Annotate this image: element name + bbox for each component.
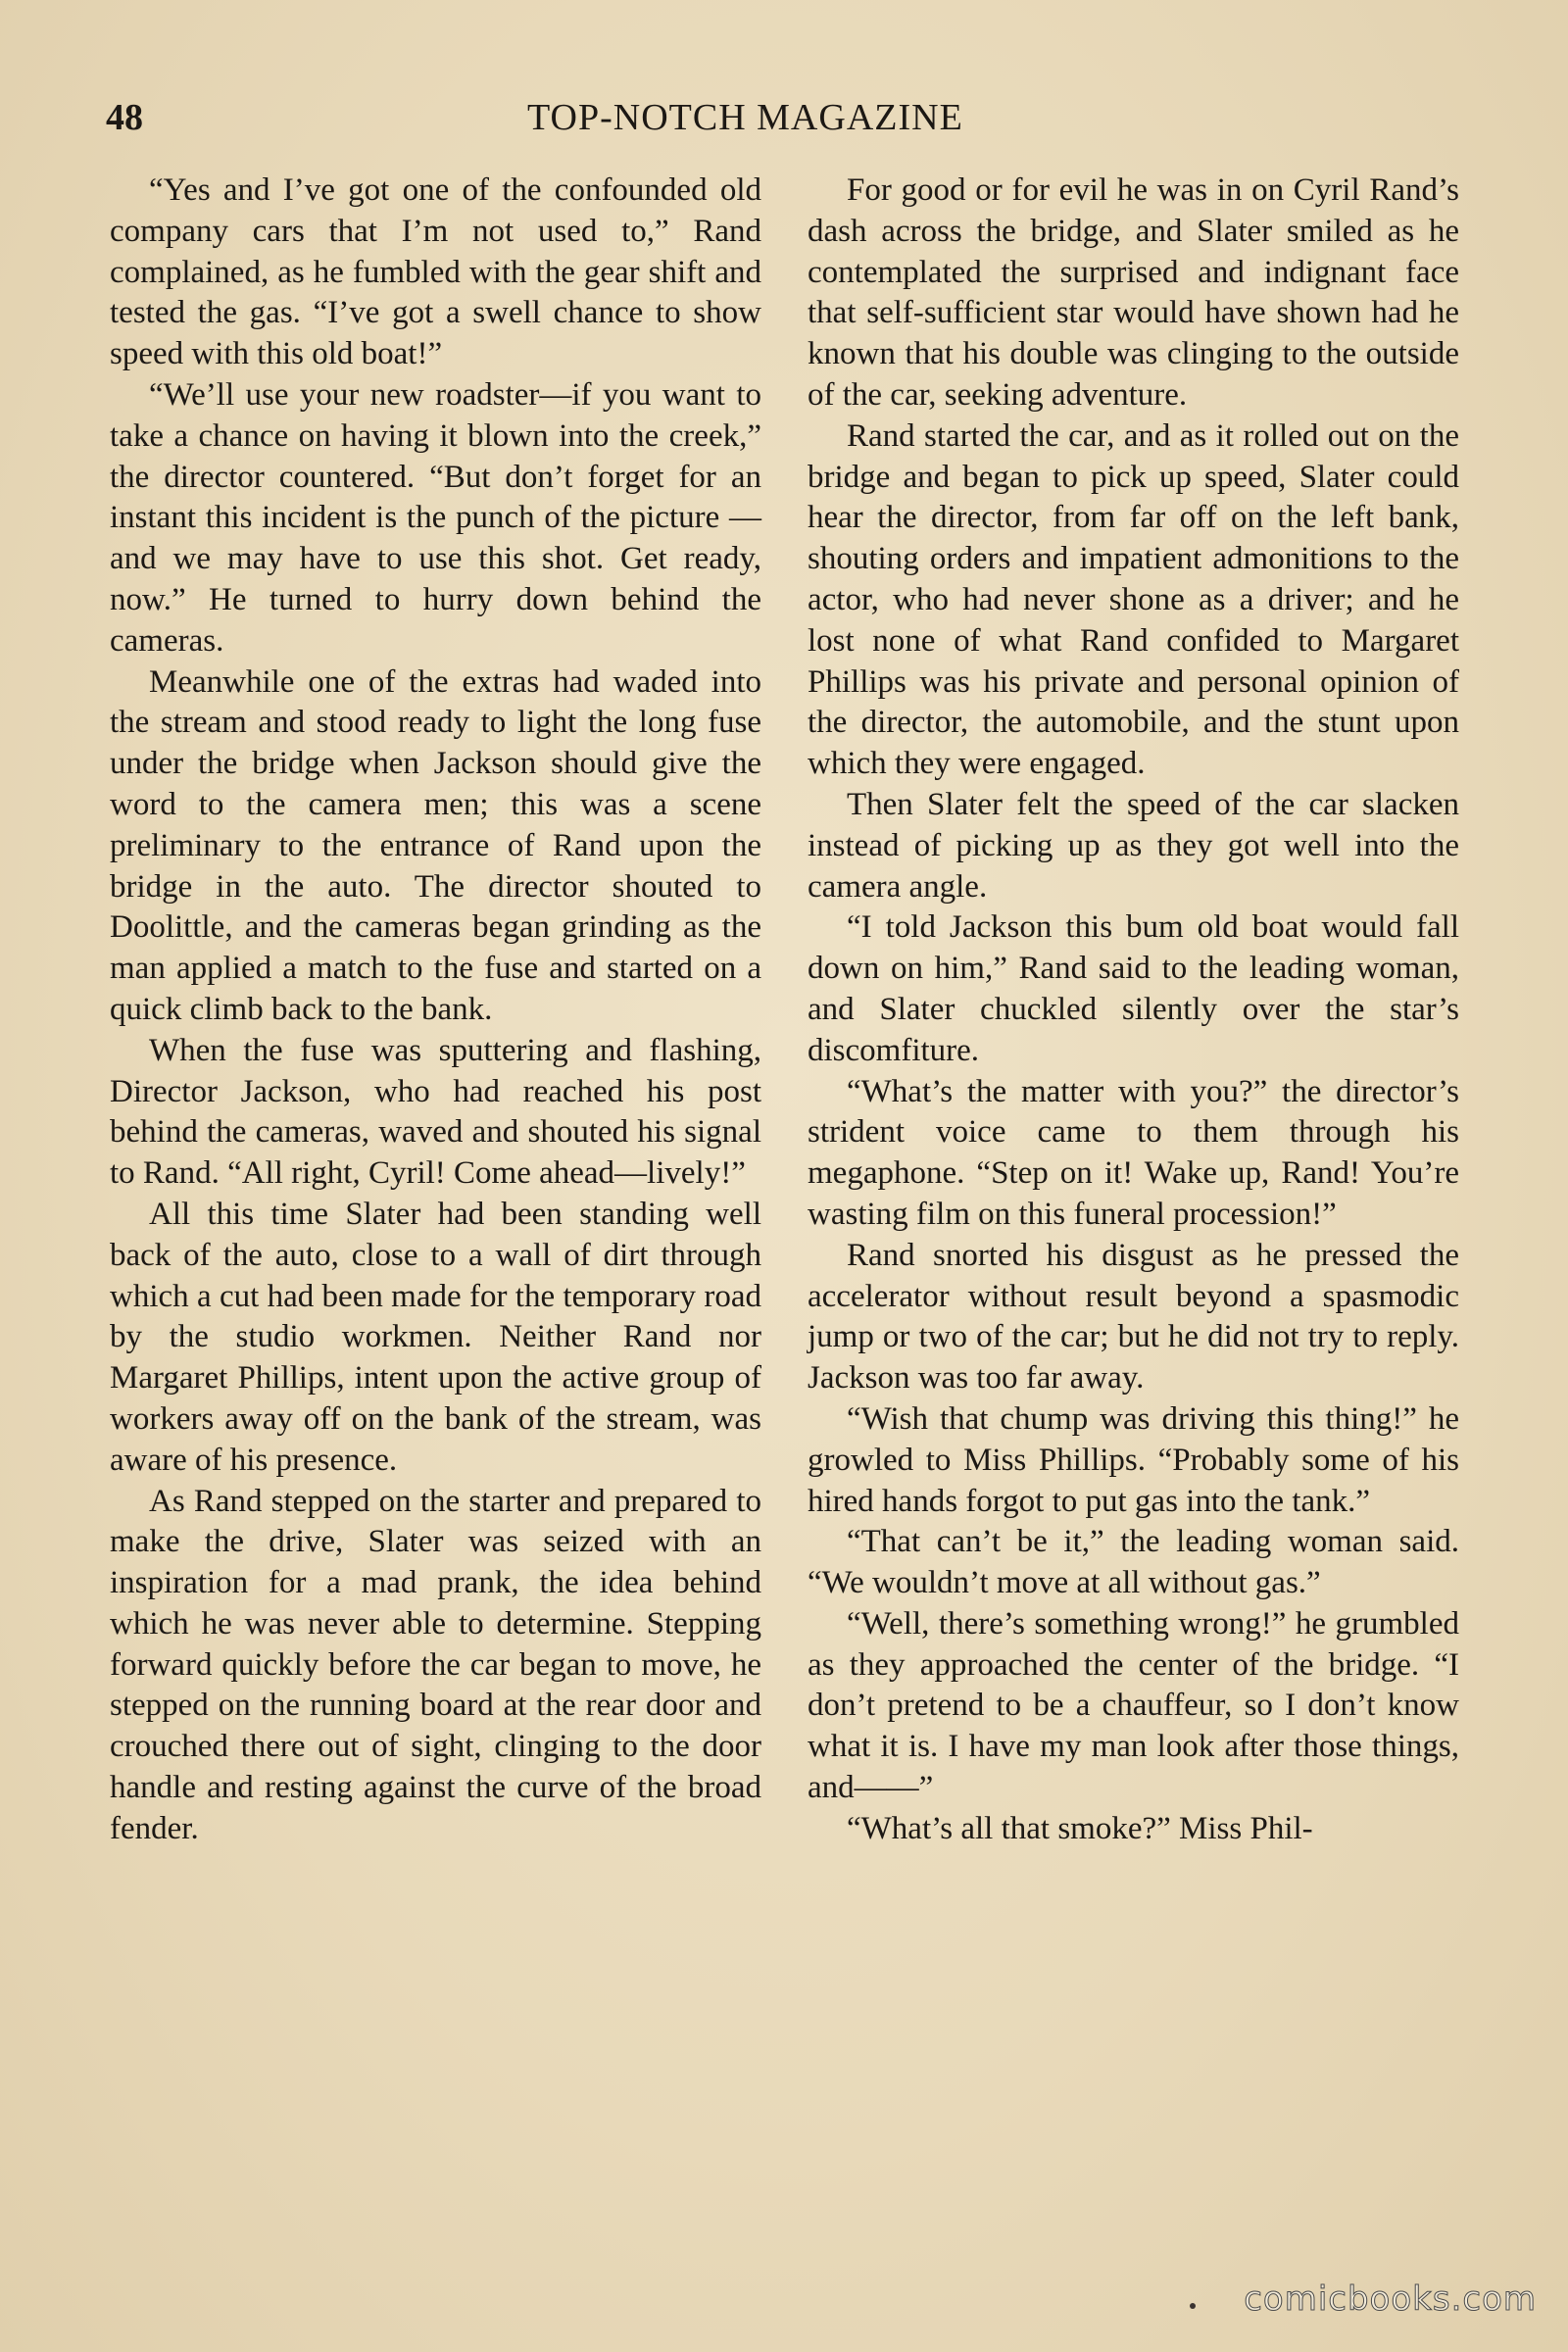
paragraph: “I told Jackson this bum old boat would fall down on him,” Rand said to the leading woman, and Slater chuckled silently over the star’s discomfiture.	[808, 909, 1459, 1068]
paragraph: “That can’t be it,” the leading woman said. “We wouldn’t move at all without gas.”	[808, 1524, 1459, 1601]
running-head: TOP-NOTCH MAGAZINE	[527, 97, 963, 138]
paragraph: For good or for evil he was in on Cyril Rand’s dash across the bridge, and Slater smiled as he contemplated the surprised and indignant face that self-sufficient star would have shown had he known that his double was clinging to the outside of the car, seeking adventure.	[808, 172, 1459, 413]
left-column	[110, 171, 761, 1850]
page-number: 48	[106, 97, 143, 138]
paragraph: “Well, there’s something wrong!” he grumbled as they approached the center of the bridge. “I don’t pretend to be a chauffeur, so I don’t know what it is. I have my man look after those things, and——”	[808, 1605, 1459, 1806]
paragraph: Then Slater felt the speed of the car slacken instead of picking up as they got well into the camera angle.	[808, 786, 1459, 905]
paragraph: All this time Slater had been standing well back of the auto, close to a wall of dirt through which a cut had been made for the temporary road by the studio workmen. Neither Rand nor Margaret Phillips, intent upon the active group of workers away off on the bank of the stream, was aware of his presence.	[110, 1196, 761, 1478]
paragraph: “Yes and I’ve got one of the confounded old company cars that I’m not used to,” Rand complained, as he fumbled with the gear shift and tested the gas. “I’ve got a swell chance to show speed with this old boat!”	[110, 172, 761, 372]
paragraph: Rand snorted his disgust as he pressed the accelerator without result beyond a spasmodic jump or two of the car; but he did not try to reply. Jackson was too far away.	[808, 1237, 1459, 1396]
watermark-dot	[1190, 2303, 1196, 2309]
paragraph: “What’s the matter with you?” the director’s strident voice came to them through his megaphone. “Step on it! Wake up, Rand! You’re wasting film on this funeral procession!”	[808, 1073, 1459, 1232]
paragraph: Rand started the car, and as it rolled out on the bridge and began to pick up speed, Slater could hear the director, from far off on the left bank, shouting orders and impatient admonitions to the actor, who had never shone as a driver; and he lost none of what Rand confided to Margaret Phillips was his private and personal opinion of the director, the automobile, and the stunt upon which they were engaged.	[808, 417, 1459, 782]
right-column	[808, 171, 1459, 1850]
page-header	[106, 96, 1468, 145]
paragraph: When the fuse was sputtering and flashing, Director Jackson, who had reached his post behind the cameras, waved and shouted his signal to Rand. “All right, Cyril! Come ahead—lively!”	[110, 1032, 761, 1192]
paragraph: “What’s all that smoke?” Miss Phil-	[847, 1810, 1313, 1846]
paragraph: Meanwhile one of the extras had waded into the stream and stood ready to light the long fuse under the bridge when Jackson should give the word to the camera men; this was a scene preliminary to the entrance of Rand upon the bridge in the auto. The director shouted to Doolittle, and the cameras began grinding as the man applied a match to the fuse and started on a quick climb back to the bank.	[110, 663, 761, 1027]
paragraph: “Wish that chump was driving this thing!” he growled to Miss Phillips. “Probably some of his hired hands forgot to put gas into the tank.”	[808, 1400, 1459, 1519]
paragraph: As Rand stepped on the starter and prepared to make the drive, Slater was seized with an inspiration for a mad prank, the idea behind which he was never able to determine. Stepping forward quickly before the car began to move, he stepped on the running board at the rear door and crouched there out of sight, clinging to the door handle and resting against the curve of the broad fender.	[110, 1483, 761, 1846]
watermark: comicbooks.com	[1244, 2279, 1537, 2319]
paragraph: “We’ll use your new roadster—if you want to take a chance on having it blown into the creek,” the director countered. “But don’t forget for an instant this incident is the punch of the picture —and we may have to use this shot. Get ready, now.” He turned to hurry down behind the cameras.	[110, 376, 761, 659]
